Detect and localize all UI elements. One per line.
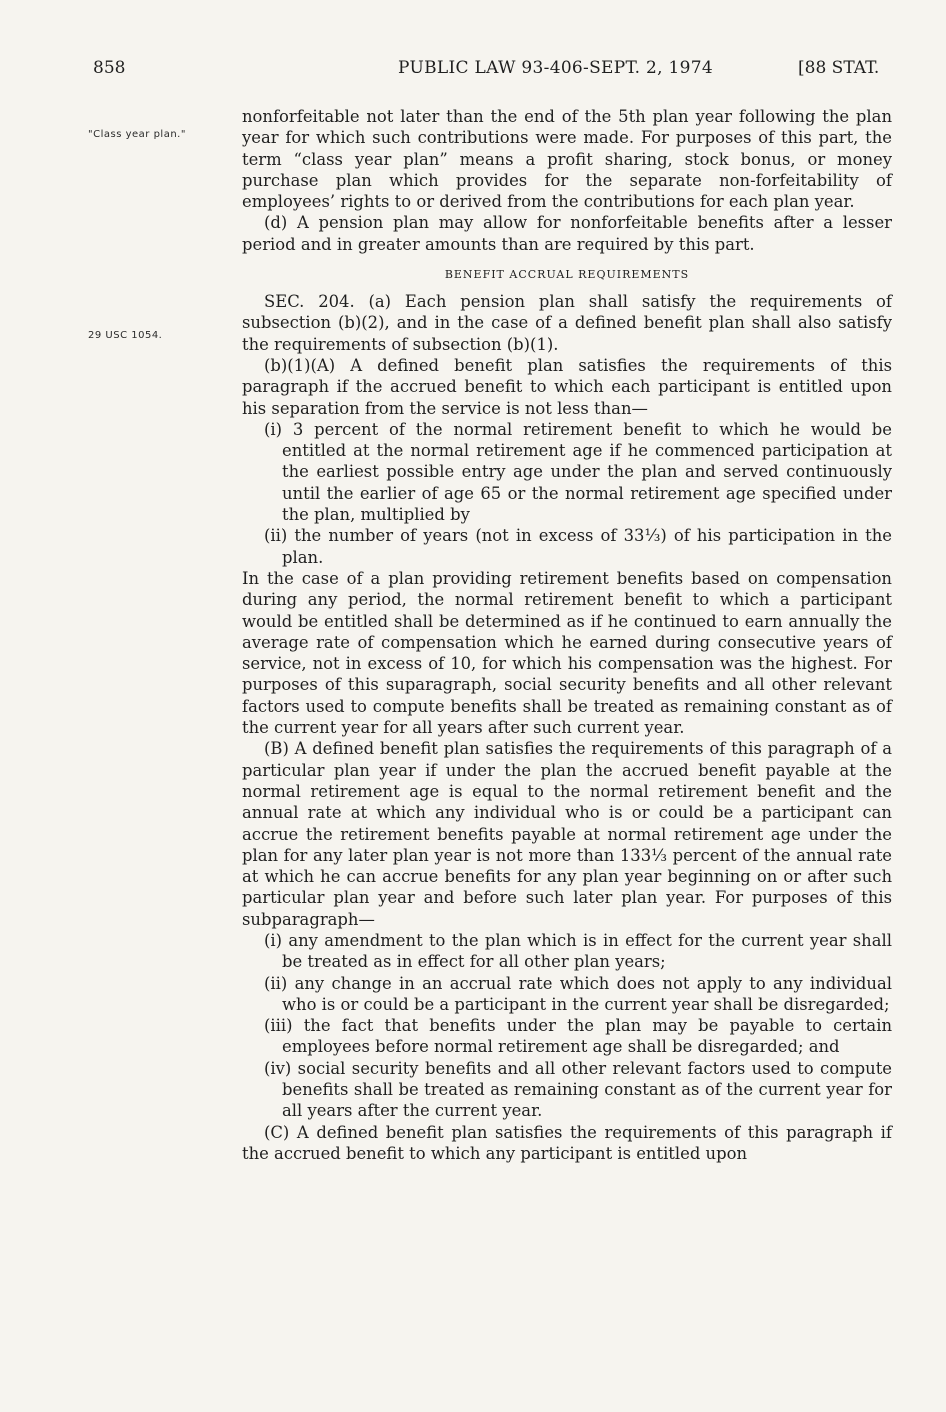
paragraph-continuation: nonforfeitable not later than the end of the 5th plan year following the plan year for which such contributions were made. For purposes of this part, the term “class year plan” means a profit sharing, stock bonus, or money purchase plan which provides for the separate non-forfeitability of employees’ rights to or derived from the contributions for each plan year. bbox=[242, 107, 892, 212]
paragraph-b1C: (C) A defined benefit plan satisfies the requirements of this paragraph if the accrued benefit to which any participant is entitled upon bbox=[242, 1122, 892, 1163]
section-204-a: SEC. 204. (a) Each pension plan shall satisfy the requirements of subsection (b)(2), and in the case of a defined benefit plan shall also satisfy the requirements of subsection (b)(1). bbox=[242, 292, 892, 354]
running-title: PUBLIC LAW 93-406-SEPT. 2, 1974 bbox=[398, 58, 714, 78]
body-text bbox=[242, 106, 892, 1164]
page-number: 858 bbox=[93, 58, 126, 78]
clause-b1B-iii: (iii) the fact that benefits under the plan may be payable to certain employees before normal retirement age shall be disregarded; and bbox=[264, 1016, 892, 1057]
clause-b1B-i: (i) any amendment to the plan which is in effect for the current year shall be treated as in effect for all other plan years; bbox=[264, 930, 892, 972]
paragraph-d: (d) A pension plan may allow for nonforfeitable benefits after a lesser period and in greater amounts than are required by this part. bbox=[242, 213, 892, 254]
clause-b1B-iv: (iv) social security benefits and all other relevant factors used to compute benefits shall be treated as remaining constant as of the current year for all years after the current year. bbox=[264, 1058, 892, 1121]
paragraph-b1B: (B) A defined benefit plan satisfies the requirements of this paragraph of a particular plan year if under the plan the accrued benefit payable at the normal retirement age is equal to the normal retirement benefit and the annual rate at which any individual who is or could be a participant can accrue the retirement benefits payable at normal retirement age under the plan for any later plan year is not more than 133⅓ percent of the annual rate at which he can accrue benefits for any plan year beginning on or after such particular plan year and before such later plan year. For purposes of this subparagraph— bbox=[242, 739, 892, 929]
statute-reference: [88 STAT. bbox=[798, 58, 880, 78]
page-header bbox=[0, 58, 946, 82]
clause-b1A-ii: (ii) the number of years (not in excess of 33⅓) of his participation in the plan. bbox=[264, 526, 892, 567]
section-heading: BENEFIT ACCRUAL REQUIREMENTS bbox=[444, 268, 690, 282]
paragraph-b1A-tail: In the case of a plan providing retirement benefits based on compensation during any period, the normal retirement benefit to which a participant would be entitled shall be determined as if he continued to earn annually the average rate of compensation which he earned during consecutive years of service, not in excess of 10, for which his compensation was the highest. For purposes of this suparagraph, social security benefits and all other relevant factors used to compute benefits shall be treated as remaining constant as of the current year for all years after such current year. bbox=[242, 568, 892, 738]
margin-note-usc-citation: 29 USC 1054. bbox=[88, 330, 163, 341]
margin-note-class-year-plan: "Class year plan." bbox=[88, 129, 186, 140]
paragraph-b1A: (b)(1)(A) A defined benefit plan satisfies the requirements of this paragraph if the accrued benefit to which each participant is entitled upon his separation from the service is not less than— bbox=[242, 355, 892, 418]
clause-b1B-ii: (ii) any change in an accrual rate which does not apply to any individual who is or could be a participant in the current year shall be disregarded; bbox=[264, 973, 892, 1014]
clause-b1A-i: (i) 3 percent of the normal retirement benefit to which he would be entitled at the normal retirement age if he commenced participation at the earliest possible entry age under the plan and served continuously until the earlier of age 65 or the normal retirement age specified under the plan, multiplied by bbox=[264, 419, 892, 525]
